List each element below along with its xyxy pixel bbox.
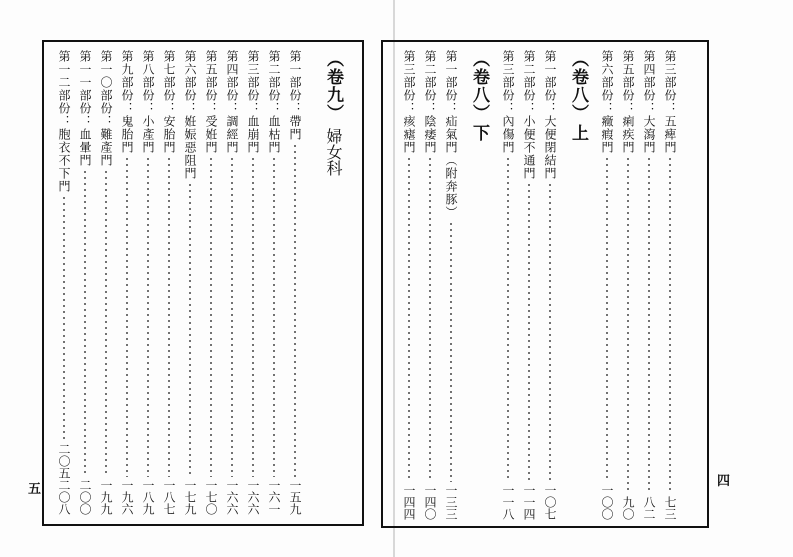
leader-dots xyxy=(549,182,551,482)
toc-entry-page: 一八九 xyxy=(141,479,155,515)
juan-8-lower-title: （卷八） xyxy=(469,50,489,122)
toc-entry[interactable] xyxy=(244,50,262,515)
toc-entry-page: 一五九 xyxy=(288,479,302,515)
toc-entry-page: 一六一 xyxy=(267,479,281,515)
toc-entry-page: 七三 xyxy=(663,496,677,520)
toc-entry[interactable] xyxy=(619,50,637,520)
toc-entry-page: 一四四 xyxy=(402,484,416,520)
toc-entry-page: 一八七 xyxy=(162,479,176,515)
toc-entry[interactable] xyxy=(97,50,115,515)
toc-entry[interactable] xyxy=(76,50,94,515)
toc-entry-page: 一九六 xyxy=(120,479,134,515)
toc-entry-label: 第一部份：疝氣門（附奔豚） xyxy=(444,50,458,219)
toc-entry-page: 八二 xyxy=(642,496,656,520)
juan-9-title: （卷九） xyxy=(323,50,343,122)
leader-dots xyxy=(294,143,296,477)
toc-entry-label: 第一二部份：胞衣不下門 xyxy=(57,50,71,193)
leader-dots xyxy=(210,156,212,477)
toc-entry-page: 一四〇 xyxy=(423,484,437,520)
leader-dots xyxy=(252,156,254,477)
toc-entry[interactable] xyxy=(541,50,559,520)
toc-entry[interactable] xyxy=(499,50,517,520)
page-number: 四 xyxy=(717,474,731,489)
toc-entry-page-continued: 二〇八 xyxy=(57,479,71,515)
toc-entry-label: 第六部份：姙娠惡阻門 xyxy=(183,50,197,180)
juan-8-upper-heading xyxy=(565,50,591,510)
toc-entry-label: 第三部份：血崩門 xyxy=(246,50,260,154)
juan-8-lower-heading xyxy=(466,50,492,510)
leader-dots xyxy=(63,195,65,441)
leader-dots xyxy=(450,221,452,482)
leader-dots xyxy=(273,156,275,477)
leader-dots xyxy=(669,156,671,494)
left-page-frame xyxy=(42,40,364,526)
toc-entry[interactable] xyxy=(160,50,178,515)
toc-entry-page: 一九九 xyxy=(99,479,113,515)
leader-dots xyxy=(168,156,170,477)
toc-entry[interactable] xyxy=(442,50,460,520)
toc-entry-page: 一一八 xyxy=(501,484,515,520)
leader-dots xyxy=(627,156,629,494)
toc-entry-label: 第三部份：痎瘧門 xyxy=(402,50,416,154)
toc-entry[interactable] xyxy=(118,50,136,515)
juan-8-upper-suffix: 上 xyxy=(568,124,588,141)
toc-entry-page: 一〇〇 xyxy=(600,484,614,520)
toc-entry-label: 第三部份：內傷門 xyxy=(501,50,515,154)
toc-entry-label: 第一一部份：血暈門 xyxy=(78,50,92,167)
leader-dots xyxy=(507,156,509,482)
toc-entry[interactable] xyxy=(421,50,439,520)
toc-entry[interactable] xyxy=(661,50,679,520)
toc-entry-label: 第九部份：鬼胎門 xyxy=(120,50,134,154)
leader-dots xyxy=(606,156,608,482)
toc-entry-label: 第五部份：受姙門 xyxy=(204,50,218,154)
toc-entry-label: 第四部份：調經門 xyxy=(225,50,239,154)
toc-entry[interactable] xyxy=(202,50,220,515)
toc-entry-page: 九〇 xyxy=(621,496,635,520)
toc-entry-page: 一〇七 xyxy=(543,484,557,520)
toc-entry[interactable] xyxy=(55,50,73,515)
toc-entry-label: 第四部份：大瀉門 xyxy=(642,50,656,154)
leader-dots xyxy=(429,156,431,482)
toc-entry-label: 第一部份：大便閉結門 xyxy=(543,50,557,180)
leader-dots xyxy=(408,156,410,482)
toc-entry[interactable] xyxy=(223,50,241,515)
right-page xyxy=(395,0,793,557)
leader-dots xyxy=(648,156,650,494)
toc-entry-label: 第二部份：陰痿門 xyxy=(423,50,437,154)
toc-entry-page: 一三三 xyxy=(444,484,458,520)
toc-entry-label: 第二部份：小便不通門 xyxy=(522,50,536,180)
toc-entry-page: 一一四 xyxy=(522,484,536,520)
toc-entry-label: 第二部份：血枯門 xyxy=(267,50,281,154)
toc-entry-page: 二〇〇 xyxy=(78,479,92,515)
leader-dots xyxy=(231,156,233,477)
toc-entry-label: 第一〇部份：難產門 xyxy=(99,50,113,167)
toc-entry[interactable] xyxy=(139,50,157,515)
leader-dots xyxy=(147,156,149,477)
toc-entry-page: 一六六 xyxy=(225,479,239,515)
toc-entry-label: 第五部份：痢疾門 xyxy=(621,50,635,154)
toc-entry-label: 第一部份：帶門 xyxy=(288,50,302,141)
leader-dots xyxy=(189,182,191,477)
toc-entry-page: 一七九 xyxy=(183,479,197,515)
toc-entry[interactable] xyxy=(400,50,418,520)
toc-entry-page: 一六六 xyxy=(246,479,260,515)
toc-entry[interactable] xyxy=(640,50,658,520)
toc-entry-label: 第六部份：癥瘕門 xyxy=(600,50,614,154)
toc-entry[interactable] xyxy=(520,50,538,520)
leader-dots xyxy=(105,169,107,477)
right-page-frame xyxy=(381,40,709,528)
toc-entry[interactable] xyxy=(265,50,283,515)
toc-entry-page: 二〇五 xyxy=(57,443,71,479)
left-page xyxy=(0,0,394,557)
toc-entry-page: 一七〇 xyxy=(204,479,218,515)
leader-dots xyxy=(126,156,128,477)
leader-dots xyxy=(528,182,530,482)
toc-entry-label: 第三部份：五痺門 xyxy=(663,50,677,154)
toc-entry[interactable] xyxy=(286,50,304,515)
leader-dots xyxy=(84,169,86,477)
toc-entry[interactable] xyxy=(598,50,616,520)
toc-entry-label: 第八部份：小產門 xyxy=(141,50,155,154)
juan-9-subtitle: 婦女科 xyxy=(324,128,343,176)
juan-8-upper-title: （卷八） xyxy=(568,50,588,122)
juan-9-heading xyxy=(320,50,346,510)
page-number: 五 xyxy=(28,482,42,497)
toc-entry-label: 第七部份：安胎門 xyxy=(162,50,176,154)
juan-8-lower-suffix: 下 xyxy=(469,124,489,141)
toc-entry[interactable] xyxy=(181,50,199,515)
